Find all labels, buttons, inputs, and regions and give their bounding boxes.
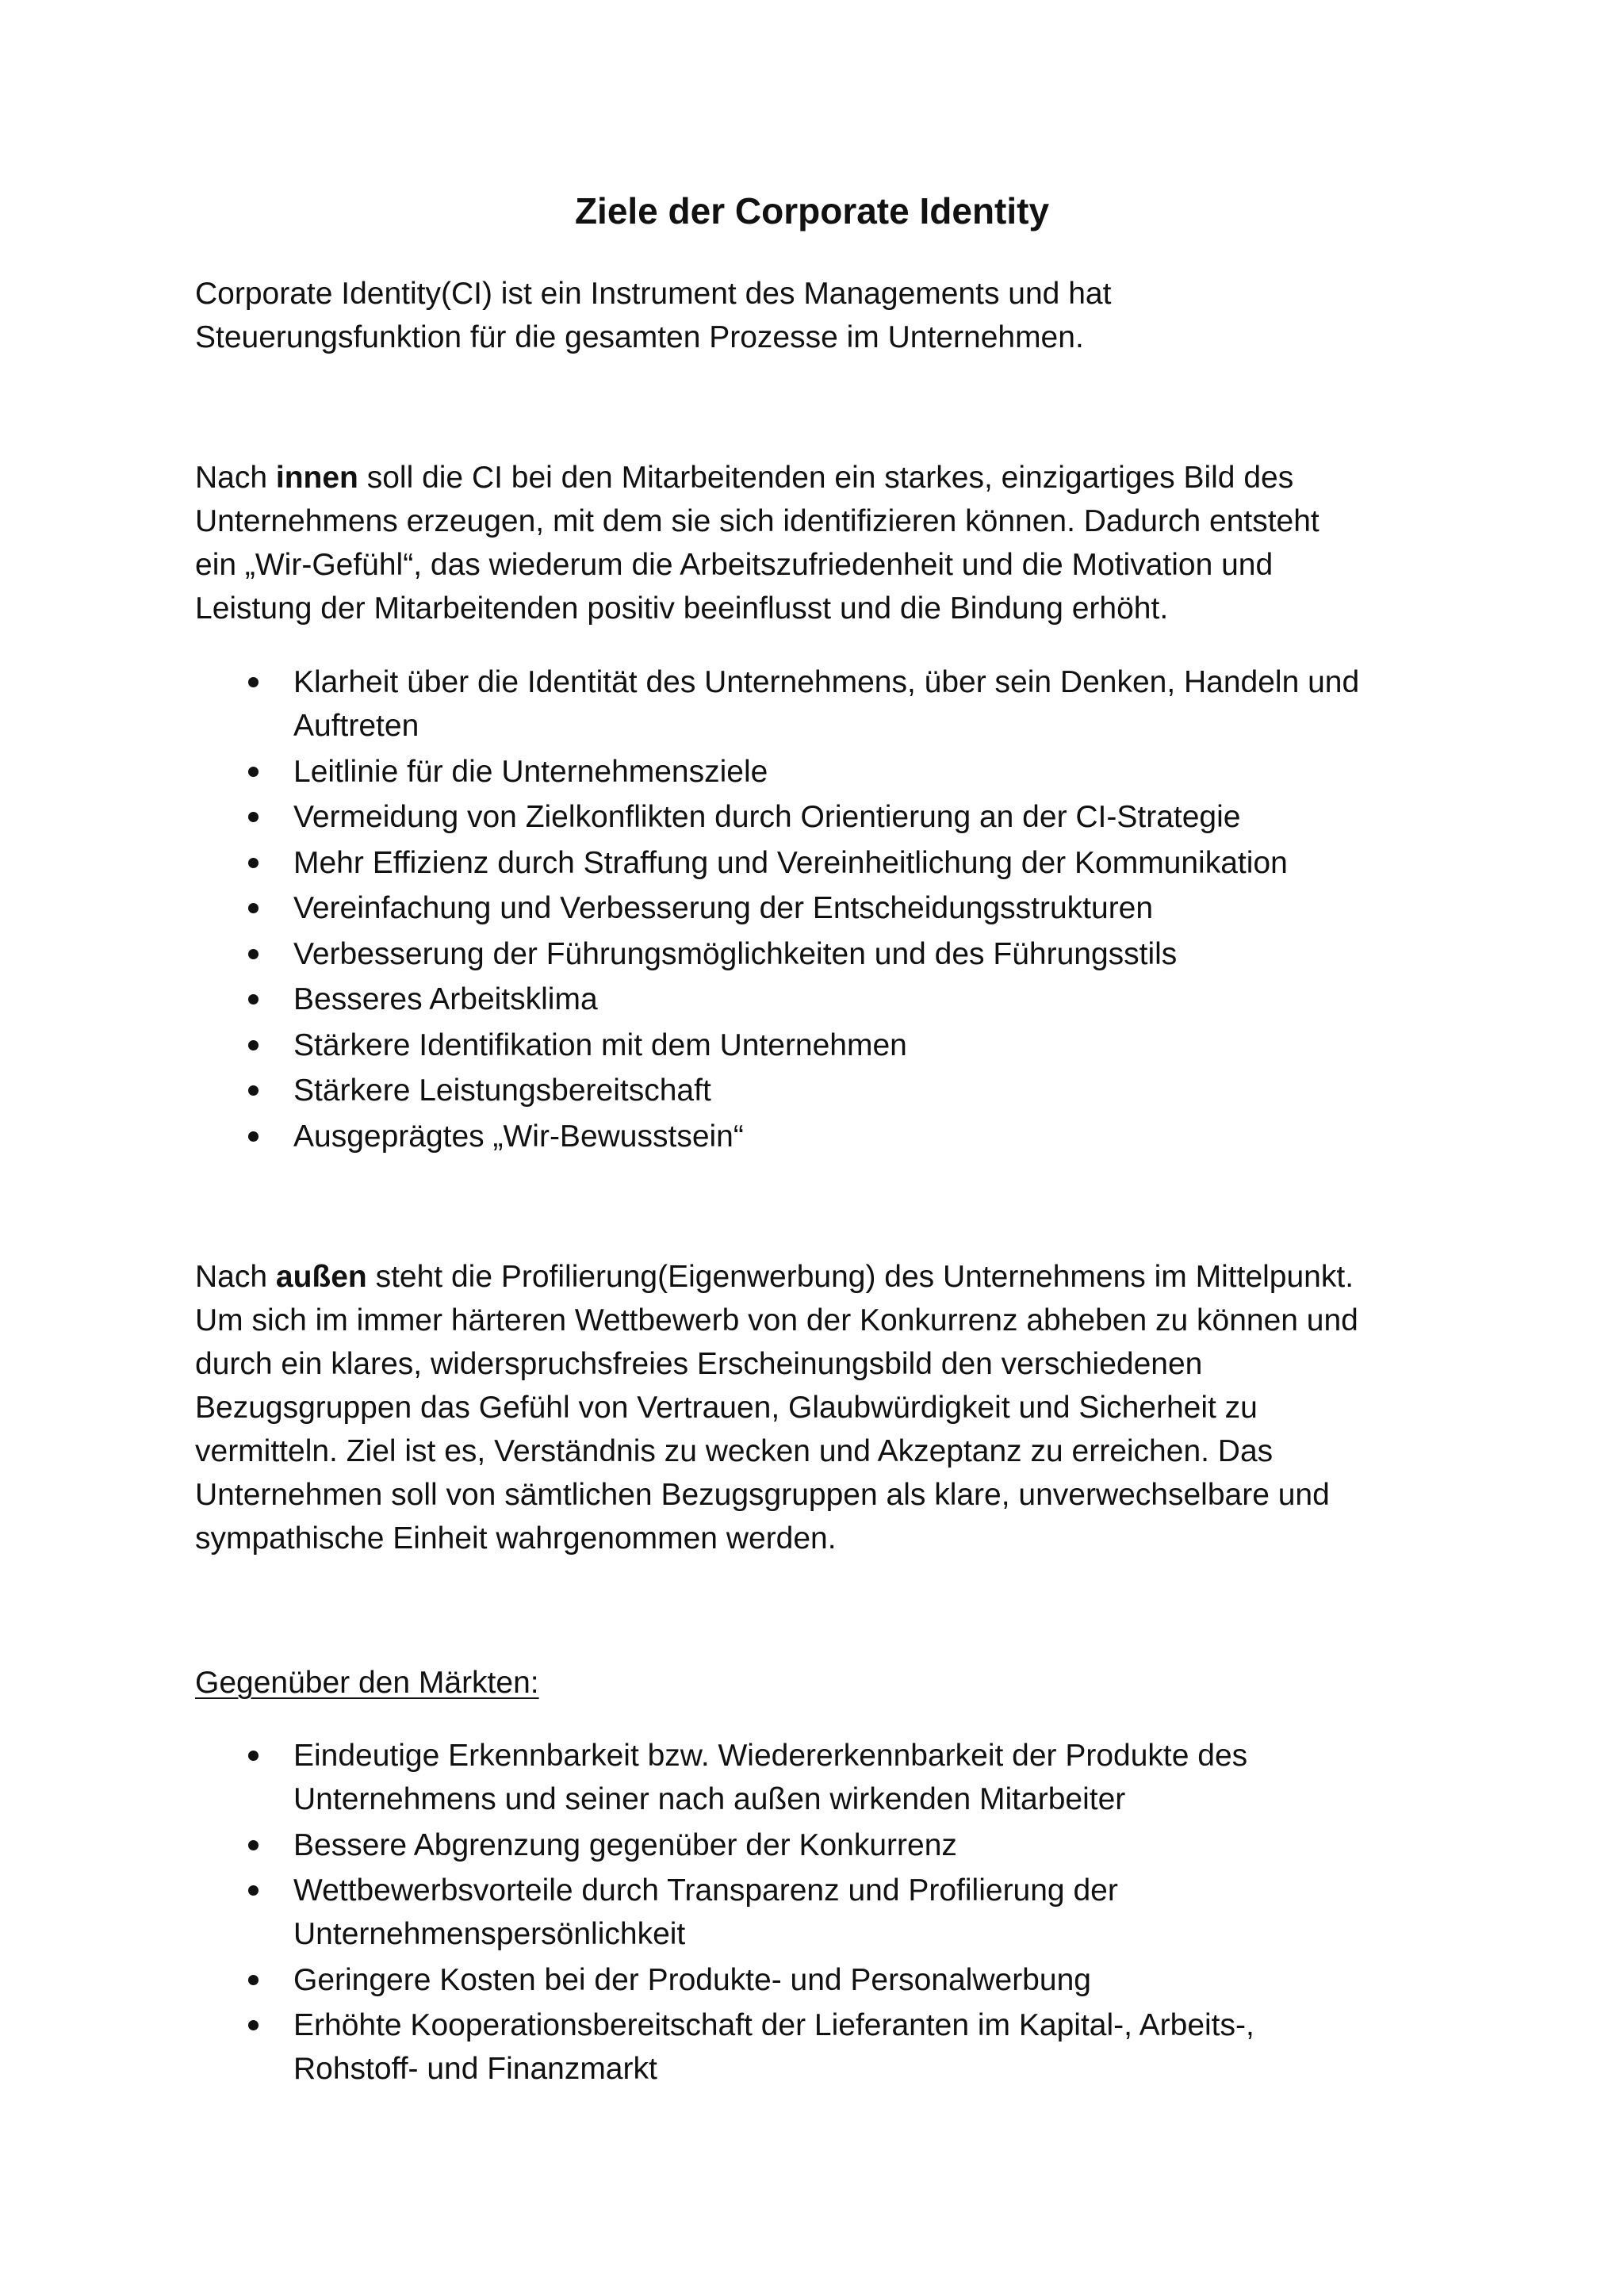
list-item: Stärkere Leistungsbereitschaft [195,1069,1472,1112]
page-title: Ziele der Corporate Identity [574,190,1050,232]
markets-heading: Gegenüber den Märkten: [195,1666,539,1700]
bullet-icon [248,2020,259,2030]
inner-line: ein „Wir-Gefühl“, das wiederum die Arbeitszufriedenheit und die Motivation und [195,548,1274,582]
bullet-icon [248,858,259,868]
outer-line: Um sich im immer härteren Wettbewerb von der Konkurrenz abheben zu können und [195,1303,1358,1337]
list-item: Stärkere Identifikation mit dem Unternehmen [195,1024,1472,1067]
list-item: Vereinfachung und Verbesserung der Entscheidungsstrukturen [195,886,1472,930]
bullet-icon [248,994,259,1004]
outer-paragraph [195,1255,1472,1560]
intro-paragraph [195,272,1472,359]
list-item: Besseres Arbeitsklima [195,978,1472,1021]
bullet-icon [248,1840,259,1850]
intro-line: Corporate Identity(CI) ist ein Instrument des Managements und hat [195,277,1112,311]
bullet-icon [248,1085,259,1096]
inner-prefix: Nach [195,461,276,495]
inner-goals-list [195,660,1472,1160]
bullet-icon [248,1885,259,1896]
markets-list [195,1734,1472,2093]
bullet-icon [248,949,259,959]
inner-paragraph [195,456,1472,630]
list-item: Klarheit über die Identität des Unternehmens, über sein Denken, Handeln und Auftreten [195,660,1472,748]
list-item: Erhöhte Kooperationsbereitschaft der Lieferanten im Kapital-, Arbeits-, Rohstoff- und Finanzmarkt [195,2003,1472,2091]
outer-line: sympathische Einheit wahrgenommen werden. [195,1521,837,1556]
list-item: Eindeutige Erkennbarkeit bzw. Wiedererkennbarkeit der Produkte des Unternehmens und seiner nach außen wirkenden Mitarbeiter [195,1734,1472,1821]
outer-prefix: Nach [195,1260,276,1294]
inner-keyword: innen [275,461,358,495]
list-item: Mehr Effizienz durch Straffung und Vereinheitlichung der Kommunikation [195,841,1472,885]
bullet-icon [248,677,259,687]
outer-line: Bezugsgruppen das Gefühl von Vertrauen, Glaubwürdigkeit und Sicherheit zu [195,1391,1258,1425]
outer-line: vermitteln. Ziel ist es, Verständnis zu wecken und Akzeptanz zu erreichen. Das [195,1434,1274,1468]
list-item: Bessere Abgrenzung gegenüber der Konkurrenz [195,1823,1472,1867]
outer-line: durch ein klares, widerspruchsfreies Erscheinungsbild den verschiedenen [195,1347,1203,1381]
intro-line: Steuerungsfunktion für die gesamten Prozesse im Unternehmen. [195,320,1084,354]
inner-line: Unternehmens erzeugen, mit dem sie sich identifizieren können. Dadurch entsteht [195,504,1320,538]
bullet-icon [248,1751,259,1761]
bullet-icon [248,1040,259,1050]
inner-line: soll die CI bei den Mitarbeitenden ein starkes, einzigartiges Bild des [358,461,1294,495]
list-item: Verbesserung der Führungsmöglichkeiten und des Führungsstils [195,932,1472,976]
outer-line: steht die Profilierung(Eigenwerbung) des Unternehmens im Mittelpunkt. [366,1260,1354,1294]
inner-line: Leistung der Mitarbeitenden positiv beeinflusst und die Bindung erhöht. [195,591,1169,626]
list-item: Ausgeprägtes „Wir-Bewusstsein“ [195,1115,1472,1158]
bullet-icon [248,812,259,822]
list-item: Leitlinie für die Unternehmensziele [195,750,1472,794]
bullet-icon [248,1975,259,1985]
outer-line: Unternehmen soll von sämtlichen Bezugsgruppen als klare, unverwechselbare und [195,1478,1330,1512]
list-item: Vermeidung von Zielkonflikten durch Orientierung an der CI-Strategie [195,795,1472,839]
bullet-icon [248,767,259,777]
list-item: Geringere Kosten bei der Produkte- und Personalwerbung [195,1958,1472,2002]
bullet-icon [248,1131,259,1142]
outer-keyword: außen [275,1260,367,1294]
list-item: Wettbewerbsvorteile durch Transparenz und Profilierung der Unternehmenspersönlichkeit [195,1869,1472,1956]
bullet-icon [248,903,259,913]
